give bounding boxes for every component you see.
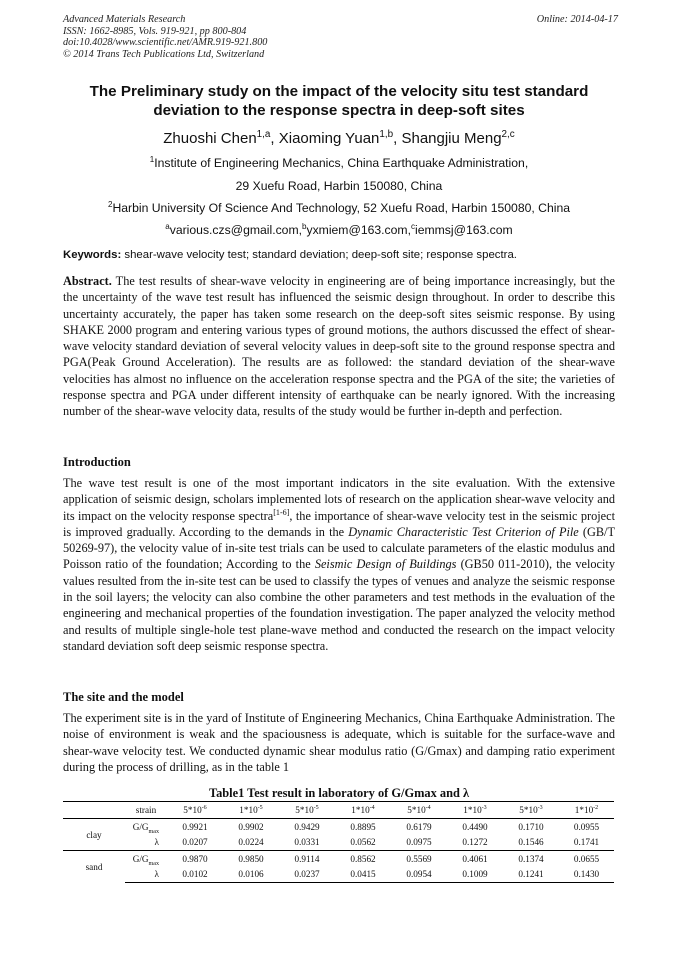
- table-cell: 0.8895: [350, 821, 376, 832]
- table-cell: 0.0955: [573, 821, 600, 832]
- journal-name: Advanced Materials Research: [63, 14, 186, 25]
- soil-type: clay: [86, 829, 102, 840]
- table-cell: 0.0237: [279, 867, 335, 883]
- table-cell: 0.0106: [223, 867, 279, 883]
- table-row: [63, 867, 614, 883]
- table-cell: 0.1546: [518, 837, 544, 848]
- table-caption: Table1 Test result in laboratory of G/Gmax and λ: [208, 786, 470, 800]
- online-date: Online: 2014-04-17: [536, 14, 618, 25]
- table-cell: 0.0207: [182, 837, 208, 848]
- param-label: $G/G_{max}$: [132, 821, 159, 835]
- strain-value: $1*10^{-3}$: [447, 802, 503, 819]
- table-cell: 0.0655: [559, 851, 614, 867]
- author-list: Zhuoshi Chen$^{1,a}$, Xiaoming Yuan$^{1,b}$, Shangjiu Meng$^{2,c}$: [163, 129, 515, 147]
- table-cell: 0.1374: [503, 851, 559, 867]
- table-cell: 0.9921: [182, 821, 208, 832]
- table-row: [63, 835, 614, 851]
- table-cell: 0.9902: [238, 821, 264, 832]
- standard-title: Seismic Design of Buildings: [314, 557, 457, 572]
- email-address[interactable]: yxmiem@163.com,: [306, 223, 411, 237]
- strain-value: $1*10^{-4}$: [335, 802, 391, 819]
- site-heading: The site and the model: [63, 690, 184, 704]
- table-cell: 0.6179: [406, 821, 432, 832]
- title-line-2: deviation to the response spectra in deep-soft sites: [153, 102, 525, 119]
- email-address[interactable]: various.czs@gmail.com,: [169, 223, 302, 237]
- affiliation-text: Institute of Engineering Mechanics, China Earthquake Administration,: [154, 156, 529, 170]
- strain-label: strain: [125, 802, 167, 819]
- journal-header: [63, 14, 618, 60]
- affiliation-number: 2: [107, 199, 113, 209]
- abstract-text: The test results of shear-wave velocity in engineering are of being importance increasingly, but the the uncertainty of the wave test result has influenced the seismic design throughout. In order to describe this uncertainty accurately, the paper has taken some research on the deep-soft sites seismic response. By using SHAKE 2000 program and entering various types of ground motions, the authors discussed the effect of shear-wave velocity standard deviation of several velocity values in deep-soft site to the ground response spectra and PGA(Peak Ground Acceleration). The results are as followed: the standard deviation of the shear-wave velocities has almost no influence on the acceleration response spectra and the PGA of the site; the varieties of response spectra and PGA under different intensity of earthquake can be nearly ignored. With the increasing number of the shear-wave velocity data, results of the study would be further in-depth and perfection.: [63, 274, 615, 419]
- table-cell: 0.0954: [391, 867, 447, 883]
- table-cell: 0.1241: [503, 867, 559, 883]
- keywords-label: Keywords:: [63, 249, 122, 261]
- strain-value: $5*10^{-6}$: [167, 802, 223, 819]
- table-cell: 0.0224: [238, 837, 264, 848]
- paper-title: [63, 82, 615, 120]
- strain-value: $5*10^{-5}$: [279, 802, 335, 819]
- standard-title: Dynamic Characteristic Test Criterion of Pile: [348, 524, 579, 539]
- table-header-row: [63, 802, 614, 819]
- email-address[interactable]: iemmsj@163.com: [415, 223, 513, 237]
- param-label: $G/G_{max}$: [125, 851, 167, 867]
- table-cell: 0.0975: [406, 837, 432, 848]
- intro-text-part: (GB/T 50269-97), the velocity value of in-site test trials can be used to calculate parameters of the elastic modulus and Poisson ratio of the foundation; According to the: [63, 524, 615, 572]
- title-line-1: The Preliminary study on the impact of the velocity situ test standard: [89, 83, 589, 100]
- affiliation-1-address: 29 Xuefu Road, Harbin 150080, China: [235, 179, 443, 193]
- table-cell: 0.1272: [462, 837, 488, 848]
- citation-ref: [1-6]: [273, 507, 290, 517]
- table-cell: 0.1009: [447, 867, 503, 883]
- strain-value: $1*10^{-2}$: [559, 802, 614, 819]
- strain-value: $5*10^{-4}$: [391, 802, 447, 819]
- author-emails: [63, 223, 615, 237]
- table-cell: 0.0102: [167, 867, 223, 883]
- author-name: Shangjiu Meng: [401, 130, 502, 147]
- affiliation-text: Harbin University Of Science And Technology, 52 Xuefu Road, Harbin 150080, China: [112, 201, 570, 215]
- keywords-text: shear-wave velocity test; standard deviation; deep-soft site; response spectra.: [121, 249, 517, 261]
- author-affiliation-mark: 1,a: [256, 129, 271, 140]
- results-table: [63, 801, 614, 883]
- table-row: [63, 819, 614, 835]
- table-cell: 0.9429: [294, 821, 320, 832]
- affiliation-2: [63, 201, 615, 215]
- author-name: Xiaoming Yuan: [278, 130, 380, 147]
- doi-line: doi:10.4028/www.scientific.net/AMR.919-921.800: [63, 37, 268, 49]
- table-cell: 0.4490: [462, 821, 488, 832]
- table-cell: 0.0331: [294, 837, 320, 848]
- issn-line: ISSN: 1662-8985, Vols. 919-921, pp 800-804: [63, 25, 247, 37]
- table-cell: 0.9870: [167, 851, 223, 867]
- table-cell: 0.4061: [447, 851, 503, 867]
- table-cell: 0.9114: [279, 851, 335, 867]
- table-cell: 0.1741: [573, 837, 600, 848]
- site-text: The experiment site is in the yard of Institute of Engineering Mechanics, China Earthquake Administration. The noise of environment is weak and the spaciousness is adequate, which is suitable for the surface-wave and shear-wave velocity test. We conducted dynamic shear modulus ratio (G/Gmax) and damping ratio experiment during the process of drilling, as in the table 1: [63, 711, 615, 774]
- table-cell: 0.1430: [559, 867, 614, 883]
- introduction-heading: Introduction: [63, 455, 131, 469]
- author-affiliation-mark: 2,c: [501, 129, 515, 140]
- abstract-label: Abstract.: [63, 274, 112, 288]
- table-cell: 0.1710: [518, 821, 544, 832]
- intro-text-part: , the importance of shear-wave velocity test in the seismic project is improved gradually. According to the demands in the: [63, 508, 615, 539]
- intro-text-part: The wave test result is one of the most important indicators in the site evaluation. With the extensive application of seismic design, scholars implemented lots of research on the application shear-wave velocity and its impact on the velocity response spectra: [63, 476, 615, 523]
- email-mark: b: [302, 221, 307, 231]
- table-cell: 0.8562: [335, 851, 391, 867]
- introduction-text: [63, 475, 615, 654]
- table-cell: 0.0562: [350, 837, 376, 848]
- copyright-line: © 2014 Trans Tech Publications Ltd, Switzerland: [63, 48, 265, 60]
- param-label: λ: [125, 867, 167, 883]
- table-cell: 0.5569: [391, 851, 447, 867]
- affiliation-number: 1: [149, 154, 155, 164]
- table-cell: 0.0415: [335, 867, 391, 883]
- intro-text-part: (GB50 011-2010), the velocity values resulted from the in-site test can be used to classify the types of venues and analyze the seismic response in the soil layers; the velocity can also combine the other parameters and test methods in the evaluation of the engineering and mechanical properties of the foundation investigation. The paper analyzed the velocity method and results of multiple single-hole test plane-wave method and conducted the research on the impact velocity standard deviation soft deep seismic response spectra.: [63, 557, 615, 653]
- affiliation-1: [63, 156, 615, 170]
- table-row: [63, 851, 614, 867]
- param-label: λ: [154, 837, 159, 848]
- email-mark: c: [410, 221, 415, 231]
- soil-type: sand: [63, 851, 125, 883]
- table-cell: 0.9850: [223, 851, 279, 867]
- email-mark: a: [165, 221, 170, 231]
- keywords: [63, 249, 618, 261]
- author-name: Zhuoshi Chen: [163, 130, 257, 147]
- strain-value: $5*10^{-3}$: [503, 802, 559, 819]
- abstract: [63, 273, 615, 420]
- author-affiliation-mark: 1,b: [379, 129, 394, 140]
- strain-value: $1*10^{-5}$: [223, 802, 279, 819]
